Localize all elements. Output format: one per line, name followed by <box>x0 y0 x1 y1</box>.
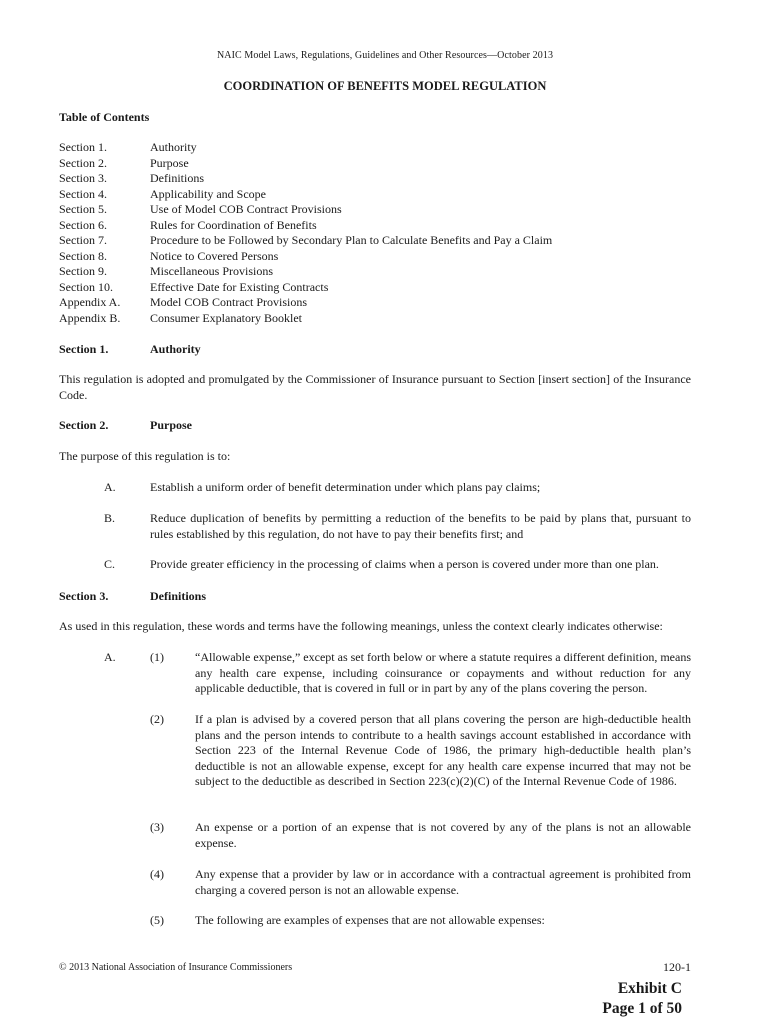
toc-row <box>59 264 719 280</box>
list-item <box>104 511 691 542</box>
toc-number: Section 3. <box>59 171 107 185</box>
document-title: COORDINATION OF BENEFITS MODEL REGULATION <box>223 79 547 93</box>
item-letter: C. <box>104 557 116 571</box>
item-number: (1) <box>150 650 164 664</box>
toc-title: Effective Date for Existing Contracts <box>150 279 329 294</box>
section-1-body: This regulation is adopted and promulgated by the Commissioner of Insurance pursuant to Section [insert section] of the Insurance Code. <box>59 372 691 402</box>
toc-number: Section 2. <box>59 155 107 170</box>
list-item <box>104 480 691 496</box>
toc-title: Purpose <box>150 155 189 170</box>
toc-number: Appendix B. <box>59 310 121 325</box>
item-text: If a plan is advised by a covered person that all plans covering the person are high-deductible health plans and the person intends to contribute to a health savings account established in accordance with Section 223 of the Internal Revenue Code of 1986, the primary high-deductible health plan’s deductible is not an allowable expense, except for any health care expense incurred that may not be subject to the deductible as described in Section 223(c)(2)(C) of the Internal Revenue Code of 1986. <box>195 712 691 788</box>
toc-row <box>59 140 719 156</box>
toc-title: Definitions <box>150 171 204 185</box>
item-number: (5) <box>150 913 164 927</box>
toc-row <box>59 187 719 203</box>
toc-title: Miscellaneous Provisions <box>150 264 273 278</box>
item-letter: A. <box>104 480 116 494</box>
toc-row <box>59 218 719 234</box>
item-number: (2) <box>150 712 164 726</box>
toc-row <box>59 295 719 311</box>
toc-title: Applicability and Scope <box>150 186 266 201</box>
toc-number: Section 10. <box>59 279 113 294</box>
toc-number: Section 1. <box>59 140 107 154</box>
page-count: Page 1 of 50 <box>602 1000 682 1017</box>
toc-number: Section 5. <box>59 202 107 216</box>
definition-item <box>104 650 691 697</box>
section-2-heading <box>59 418 192 433</box>
table-of-contents <box>59 140 719 326</box>
definition-item <box>104 712 691 790</box>
toc-number: Section 8. <box>59 248 107 263</box>
exhibit-label: Exhibit C <box>617 980 682 997</box>
definition-item <box>104 913 691 929</box>
list-item <box>104 557 691 573</box>
item-letter: A. <box>104 650 116 664</box>
toc-row <box>59 171 719 187</box>
toc-title: Rules for Coordination of Benefits <box>150 217 317 232</box>
item-text: The following are examples of expenses that are not allowable expenses: <box>195 913 545 927</box>
toc-number: Section 6. <box>59 217 107 232</box>
toc-row <box>59 156 719 172</box>
toc-number: Section 7. <box>59 233 107 247</box>
toc-title: Authority <box>150 140 197 154</box>
section-number: Section 2. <box>59 418 109 432</box>
item-number: (3) <box>150 820 164 834</box>
item-text: Provide greater efficiency in the processing of claims when a person is covered under more than one plan. <box>150 557 659 571</box>
toc-row <box>59 249 719 265</box>
toc-title: Use of Model COB Contract Provisions <box>150 202 342 216</box>
toc-row <box>59 311 719 327</box>
toc-title: Notice to Covered Persons <box>150 248 279 263</box>
definition-item <box>104 820 691 851</box>
section-1-heading <box>59 342 201 357</box>
item-text: An expense or a portion of an expense that is not covered by any of the plans is not an allowable expense. <box>195 820 691 850</box>
item-text: Establish a uniform order of benefit determination under which plans pay claims; <box>150 480 541 494</box>
item-text: Any expense that a provider by law or in accordance with a contractual agreement is prohibited from charging a covered person is not an allowable expense. <box>195 867 691 897</box>
toc-number: Section 9. <box>59 264 107 278</box>
item-text: “Allowable expense,” except as set forth below or where a statute requires a different definition, means any health care expense, including coinsurance or copayments and without reduction for any applicable deductible, that is covered in full or in part by any of the plans covering the person. <box>195 650 691 695</box>
toc-row <box>59 280 719 296</box>
toc-title: Model COB Contract Provisions <box>150 295 308 309</box>
toc-title: Procedure to be Followed by Secondary Plan to Calculate Benefits and Pay a Claim <box>150 233 553 247</box>
section-2-intro: The purpose of this regulation is to: <box>59 449 231 463</box>
section-number: Section 3. <box>59 589 109 603</box>
section-title: Definitions <box>150 589 207 603</box>
section-title: Authority <box>150 342 201 356</box>
toc-heading: Table of Contents <box>59 110 150 124</box>
toc-title: Consumer Explanatory Booklet <box>150 310 302 325</box>
running-header: NAIC Model Laws, Regulations, Guidelines and Other Resources—October 2013 <box>216 50 554 61</box>
item-text: Reduce duplication of benefits by permitting a reduction of the benefits to be paid by plans that, pursuant to rules established by this regulation, do not have to pay their benefits first; and <box>150 511 691 541</box>
section-title: Purpose <box>150 418 192 432</box>
definition-item <box>104 867 691 898</box>
toc-row <box>59 202 719 218</box>
section-3-heading <box>59 589 206 604</box>
section-3-intro: As used in this regulation, these words and terms have the following meanings, unless the context clearly indicates otherwise: <box>59 619 663 633</box>
toc-number: Appendix A. <box>59 295 121 309</box>
toc-row <box>59 233 719 249</box>
item-letter: B. <box>104 511 116 525</box>
copyright-footer: © 2013 National Association of Insurance Commissioners <box>59 962 293 973</box>
toc-number: Section 4. <box>59 186 107 201</box>
page-code: 120-1 <box>663 960 691 974</box>
section-number: Section 1. <box>59 342 109 356</box>
item-number: (4) <box>150 867 164 881</box>
